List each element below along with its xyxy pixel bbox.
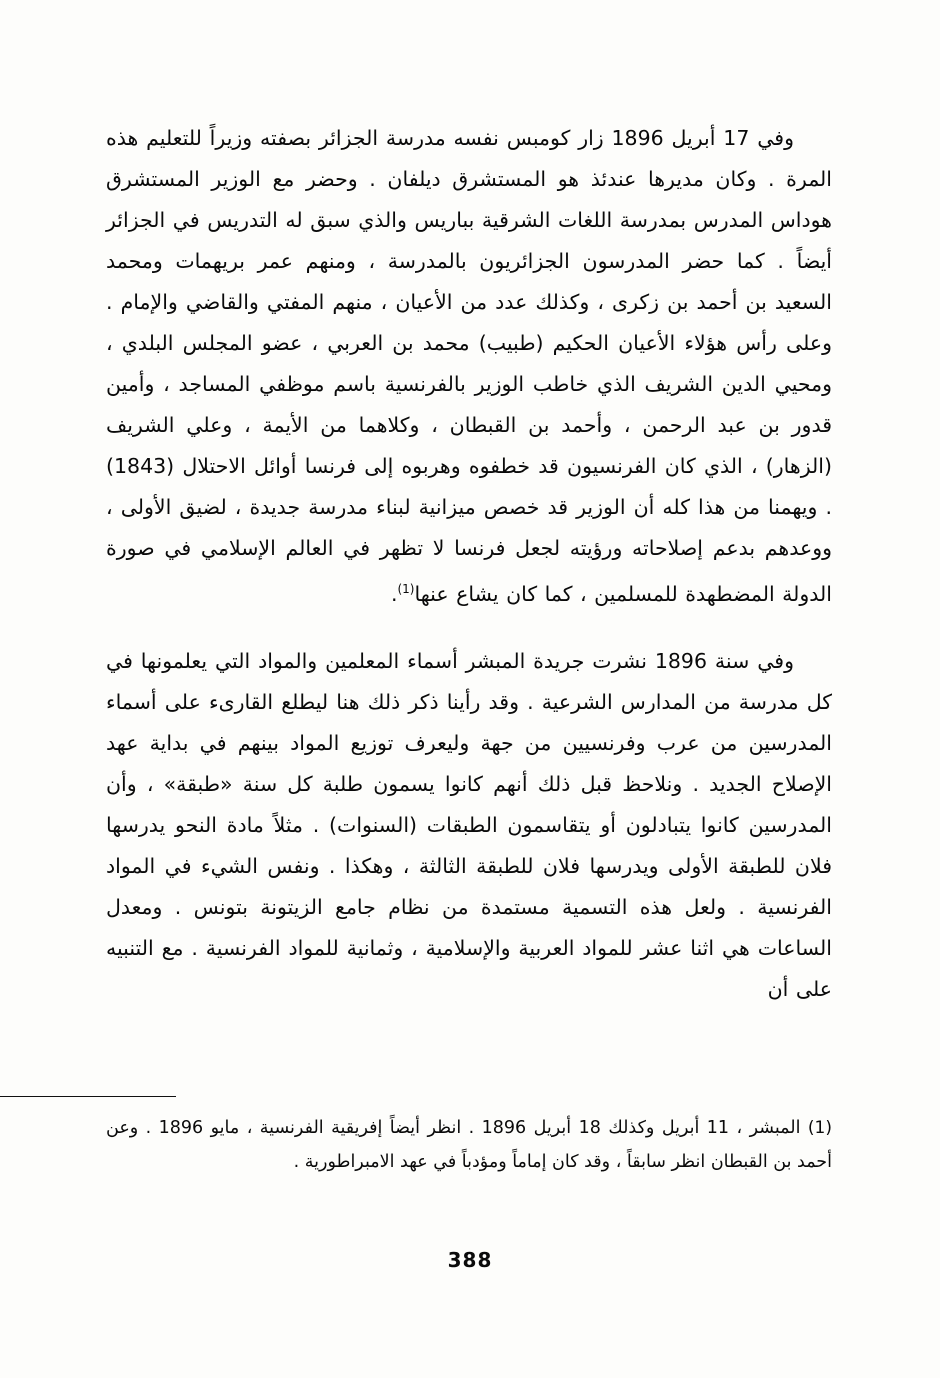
footnote-divider bbox=[0, 1096, 176, 1097]
footnote-text: المبشر ، 11 أبريل وكذلك 18 أبريل 1896 . انظر أيضاً إفريقية الفرنسية ، مايو 1896 . وعن أحمد بن القبطان انظر سابقاً ، وقد كان إماماً ومؤدباً في عهد الامبراطورية . bbox=[106, 1118, 832, 1172]
paragraph-1-text: وفي 17 أبريل 1896 زار كومبس نفسه مدرسة الجزائر بصفته وزيراً للتعليم هذه المرة . وكان مديرها عندئذ هو المستشرق ديلفان . وحضر مع الوزير المستشرق هوداس المدرس بمدرسة اللغات الشرقية بباريس والذي سبق له التدريس في الجزائر أيضاً . كما حضر المدرسون الجزائريون بالمدرسة ، ومنهم عمر بريهمات ومحمد السعيد بن أحمد بن زكرى ، وكذلك عدد من الأعيان ، منهم المفتي والقاضي والإمام . وعلى رأس هؤلاء الأعيان الحكيم (طبيب) محمد بن العربي ، عضو المجلس البلدي ، ومحيي الدين الشريف الذي خاطب الوزير بالفرنسية باسم موظفي المساجد ، وأمين قدور بن عبد الرحمن ، وأحمد بن القبطان ، وكلاهما من الأيمة ، وعلي الشريف (الزهار) ، الذي كان الفرنسيون قد خطفوه وهربوه إلى فرنسا أوائل الاحتلال (1843) . ويهمنا من هذا كله أن الوزير قد خصص ميزانية لبناء مدرسة جديدة ، لضيق الأولى ، ووعدهم بدعم إصلاحاته ورؤيته لجعل فرنسا لا تظهر في العالم الإسلامي في صورة الدولة المضطهدة للمسلمين ، كما كان يشاع عنها bbox=[106, 126, 832, 606]
footnote-number: (1) bbox=[807, 1118, 833, 1138]
paragraph-1-period: . bbox=[390, 581, 398, 606]
footnote-reference-marker[interactable]: (1) bbox=[397, 582, 415, 596]
page-number: 388 bbox=[447, 1248, 493, 1272]
body-paragraph-2: وفي سنة 1896 نشرت جريدة المبشر أسماء المعلمين والمواد التي يعلمونها في كل مدرسة من المدارس الشرعية . وقد رأينا ذكر ذلك هنا ليطلع القارىء على أسماء المدرسين من عرب وفرنسيين من جهة وليعرف توزيع المواد بينهم في بداية عهد الإصلاح الجديد . ونلاحظ قبل ذلك أنهم كانوا يسمون طلبة كل سنة «طبقة» ، وأن المدرسين كانوا يتبادلون أو يتقاسمون الطبقات (السنوات) . مثلاً مادة النحو يدرسها فلان للطبقة الأولى ويدرسها فلان للطبقة الثالثة ، وهكذا . ونفس الشيء في المواد الفرنسية . ولعل هذه التسمية مستمدة من نظام جامع الزيتونة بتونس . ومعدل الساعات هي اثنا عشر للمواد العربية والإسلامية ، وثمانية للمواد الفرنسية . مع التنبيه على أن bbox=[106, 648, 832, 1001]
page-body bbox=[106, 118, 832, 1010]
footnote-1 bbox=[106, 1111, 832, 1179]
footnote-section bbox=[106, 1096, 832, 1179]
body-paragraph-1 bbox=[106, 118, 832, 615]
